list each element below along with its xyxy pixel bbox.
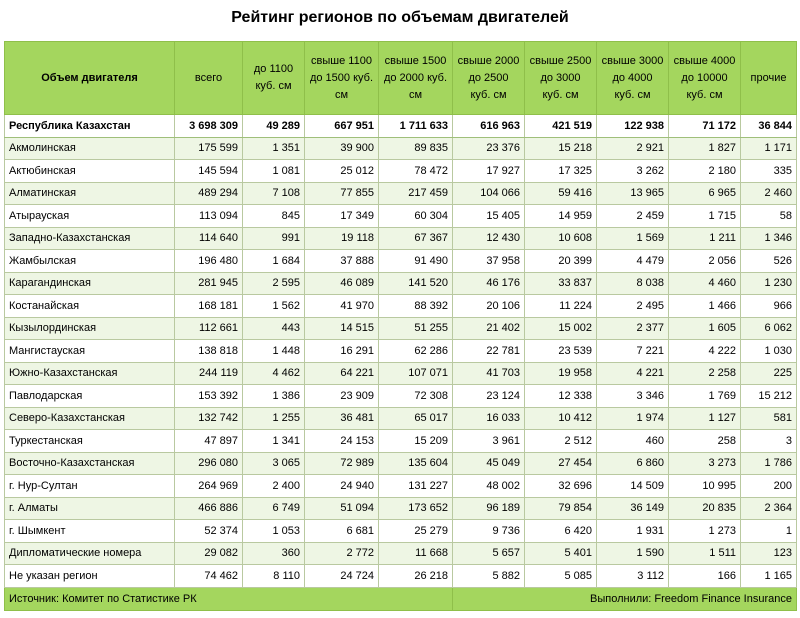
value-cell: 2 400: [243, 475, 305, 498]
value-cell: 141 520: [379, 272, 453, 295]
value-cell: 39 900: [305, 137, 379, 160]
value-cell: 41 703: [453, 362, 525, 385]
value-cell: 23 376: [453, 137, 525, 160]
column-header: свыше 1500 до 2000 куб. см: [379, 42, 453, 115]
value-cell: 217 459: [379, 182, 453, 205]
value-cell: 3 112: [597, 565, 669, 588]
table-row: [5, 385, 797, 408]
region-name-cell: Карагандинская: [5, 272, 175, 295]
region-name-cell: Атырауская: [5, 205, 175, 228]
value-cell: 17 927: [453, 160, 525, 183]
column-header: прочие: [741, 42, 797, 115]
value-cell: 166: [669, 565, 741, 588]
value-cell: 3 698 309: [175, 115, 243, 138]
value-cell: 19 118: [305, 227, 379, 250]
value-cell: 14 515: [305, 317, 379, 340]
value-cell: 122 938: [597, 115, 669, 138]
value-cell: 1 786: [741, 452, 797, 475]
value-cell: 20 106: [453, 295, 525, 318]
value-cell: 47 897: [175, 430, 243, 453]
value-cell: 1 053: [243, 520, 305, 543]
value-cell: 2 180: [669, 160, 741, 183]
value-cell: 15 212: [741, 385, 797, 408]
value-cell: 2 495: [597, 295, 669, 318]
table-row: [5, 407, 797, 430]
value-cell: 1 769: [669, 385, 741, 408]
region-name-cell: г. Алматы: [5, 497, 175, 520]
value-cell: 466 886: [175, 497, 243, 520]
region-name-cell: Кызылординская: [5, 317, 175, 340]
value-cell: 49 289: [243, 115, 305, 138]
value-cell: 1 351: [243, 137, 305, 160]
value-cell: 25 279: [379, 520, 453, 543]
value-cell: 132 742: [175, 407, 243, 430]
value-cell: 196 480: [175, 250, 243, 273]
value-cell: 10 412: [525, 407, 597, 430]
value-cell: 79 854: [525, 497, 597, 520]
value-cell: 281 945: [175, 272, 243, 295]
value-cell: 2 595: [243, 272, 305, 295]
value-cell: 1 081: [243, 160, 305, 183]
value-cell: 616 963: [453, 115, 525, 138]
table-footer: [5, 587, 797, 610]
page-title: Рейтинг регионов по объемам двигателей: [231, 9, 569, 26]
value-cell: 138 818: [175, 340, 243, 363]
value-cell: 11 668: [379, 542, 453, 565]
value-cell: 4 462: [243, 362, 305, 385]
value-cell: 1: [741, 520, 797, 543]
table-row: [5, 205, 797, 228]
region-name-cell: Акмолинская: [5, 137, 175, 160]
value-cell: 2 258: [669, 362, 741, 385]
value-cell: 77 855: [305, 182, 379, 205]
region-name-cell: Алматинская: [5, 182, 175, 205]
value-cell: 225: [741, 362, 797, 385]
value-cell: 1 255: [243, 407, 305, 430]
value-cell: 24 940: [305, 475, 379, 498]
value-cell: 24 724: [305, 565, 379, 588]
value-cell: 13 965: [597, 182, 669, 205]
value-cell: 88 392: [379, 295, 453, 318]
value-cell: 78 472: [379, 160, 453, 183]
value-cell: 37 958: [453, 250, 525, 273]
value-cell: 72 308: [379, 385, 453, 408]
value-cell: 36 481: [305, 407, 379, 430]
value-cell: 1 466: [669, 295, 741, 318]
region-name-cell: Южно-Казахстанская: [5, 362, 175, 385]
region-name-cell: Западно-Казахстанская: [5, 227, 175, 250]
value-cell: 1 511: [669, 542, 741, 565]
region-name-cell: Дипломатические номера: [5, 542, 175, 565]
column-header: свыше 1100 до 1500 куб. см: [305, 42, 379, 115]
value-cell: 6 749: [243, 497, 305, 520]
value-cell: 1 165: [741, 565, 797, 588]
table-body: [5, 115, 797, 588]
value-cell: 22 781: [453, 340, 525, 363]
value-cell: 991: [243, 227, 305, 250]
value-cell: 1 931: [597, 520, 669, 543]
value-cell: 335: [741, 160, 797, 183]
value-cell: 1 341: [243, 430, 305, 453]
value-cell: 1 273: [669, 520, 741, 543]
source-note: Источник: Комитет по Статистике РК: [5, 587, 453, 610]
value-cell: 2 364: [741, 497, 797, 520]
value-cell: 1 711 633: [379, 115, 453, 138]
value-cell: 2 772: [305, 542, 379, 565]
value-cell: 2 056: [669, 250, 741, 273]
region-name-cell: Восточно-Казахстанская: [5, 452, 175, 475]
value-cell: 6 965: [669, 182, 741, 205]
table-row: [5, 182, 797, 205]
table-row: [5, 362, 797, 385]
value-cell: 667 951: [305, 115, 379, 138]
value-cell: 5 882: [453, 565, 525, 588]
table-row: [5, 250, 797, 273]
value-cell: 14 509: [597, 475, 669, 498]
value-cell: 360: [243, 542, 305, 565]
region-name-cell: Мангистауская: [5, 340, 175, 363]
value-cell: 1 030: [741, 340, 797, 363]
table-header: [5, 42, 797, 115]
table-row: [5, 160, 797, 183]
author-note: Выполнили: Freedom Finance Insurance: [453, 587, 797, 610]
value-cell: 1 127: [669, 407, 741, 430]
value-cell: 1 569: [597, 227, 669, 250]
value-cell: 114 640: [175, 227, 243, 250]
column-header: свыше 2500 до 3000 куб. см: [525, 42, 597, 115]
value-cell: 4 460: [669, 272, 741, 295]
value-cell: 60 304: [379, 205, 453, 228]
value-cell: 153 392: [175, 385, 243, 408]
region-name-cell: Северо-Казахстанская: [5, 407, 175, 430]
value-cell: 59 416: [525, 182, 597, 205]
value-cell: 258: [669, 430, 741, 453]
value-cell: 3 262: [597, 160, 669, 183]
value-cell: 10 995: [669, 475, 741, 498]
value-cell: 3 065: [243, 452, 305, 475]
table-row: [5, 272, 797, 295]
value-cell: 2 377: [597, 317, 669, 340]
value-cell: 460: [597, 430, 669, 453]
value-cell: 1 562: [243, 295, 305, 318]
value-cell: 23 124: [453, 385, 525, 408]
value-cell: 41 970: [305, 295, 379, 318]
value-cell: 36 149: [597, 497, 669, 520]
value-cell: 3 273: [669, 452, 741, 475]
value-cell: 173 652: [379, 497, 453, 520]
region-name-cell: Жамбылская: [5, 250, 175, 273]
value-cell: 6 681: [305, 520, 379, 543]
value-cell: 29 082: [175, 542, 243, 565]
value-cell: 64 221: [305, 362, 379, 385]
value-cell: 67 367: [379, 227, 453, 250]
value-cell: 21 402: [453, 317, 525, 340]
value-cell: 6 062: [741, 317, 797, 340]
value-cell: 17 325: [525, 160, 597, 183]
table-row: [5, 565, 797, 588]
value-cell: 112 661: [175, 317, 243, 340]
value-cell: 4 221: [597, 362, 669, 385]
value-cell: 58: [741, 205, 797, 228]
value-cell: 6 860: [597, 452, 669, 475]
value-cell: 4 479: [597, 250, 669, 273]
region-name-cell: Не указан регион: [5, 565, 175, 588]
value-cell: 15 209: [379, 430, 453, 453]
value-cell: 131 227: [379, 475, 453, 498]
total-row: [5, 115, 797, 138]
value-cell: 104 066: [453, 182, 525, 205]
value-cell: 46 089: [305, 272, 379, 295]
value-cell: 1 386: [243, 385, 305, 408]
value-cell: 25 012: [305, 160, 379, 183]
value-cell: 72 989: [305, 452, 379, 475]
value-cell: 2 460: [741, 182, 797, 205]
value-cell: 14 959: [525, 205, 597, 228]
value-cell: 200: [741, 475, 797, 498]
value-cell: 19 958: [525, 362, 597, 385]
value-cell: 15 002: [525, 317, 597, 340]
value-cell: 91 490: [379, 250, 453, 273]
value-cell: 8 038: [597, 272, 669, 295]
value-cell: 20 835: [669, 497, 741, 520]
value-cell: 23 539: [525, 340, 597, 363]
value-cell: 4 222: [669, 340, 741, 363]
engine-volume-table: [4, 41, 797, 611]
value-cell: 32 696: [525, 475, 597, 498]
table-row: [5, 497, 797, 520]
value-cell: 1 605: [669, 317, 741, 340]
table-row: [5, 475, 797, 498]
value-cell: 2 459: [597, 205, 669, 228]
value-cell: 51 094: [305, 497, 379, 520]
value-cell: 45 049: [453, 452, 525, 475]
value-cell: 1 230: [741, 272, 797, 295]
value-cell: 107 071: [379, 362, 453, 385]
table-row: [5, 317, 797, 340]
region-name-cell: г. Нур-Султан: [5, 475, 175, 498]
value-cell: 11 224: [525, 295, 597, 318]
value-cell: 12 338: [525, 385, 597, 408]
region-name-cell: г. Шымкент: [5, 520, 175, 543]
value-cell: 244 119: [175, 362, 243, 385]
value-cell: 421 519: [525, 115, 597, 138]
column-header: до 1100 куб. см: [243, 42, 305, 115]
value-cell: 3: [741, 430, 797, 453]
value-cell: 7 108: [243, 182, 305, 205]
value-cell: 1 448: [243, 340, 305, 363]
value-cell: 8 110: [243, 565, 305, 588]
value-cell: 15 218: [525, 137, 597, 160]
value-cell: 168 181: [175, 295, 243, 318]
value-cell: 74 462: [175, 565, 243, 588]
value-cell: 71 172: [669, 115, 741, 138]
value-cell: 5 401: [525, 542, 597, 565]
value-cell: 27 454: [525, 452, 597, 475]
value-cell: 1 715: [669, 205, 741, 228]
value-cell: 24 153: [305, 430, 379, 453]
value-cell: 52 374: [175, 520, 243, 543]
value-cell: 526: [741, 250, 797, 273]
value-cell: 17 349: [305, 205, 379, 228]
value-cell: 20 399: [525, 250, 597, 273]
region-name-cell: Костанайская: [5, 295, 175, 318]
column-header: свыше 2000 до 2500 куб. см: [453, 42, 525, 115]
value-cell: 6 420: [525, 520, 597, 543]
value-cell: 966: [741, 295, 797, 318]
table-row: [5, 137, 797, 160]
value-cell: 5 085: [525, 565, 597, 588]
column-header: свыше 3000 до 4000 куб. см: [597, 42, 669, 115]
value-cell: 33 837: [525, 272, 597, 295]
value-cell: 1 590: [597, 542, 669, 565]
header-row: [5, 42, 797, 115]
value-cell: 1 684: [243, 250, 305, 273]
value-cell: 1 171: [741, 137, 797, 160]
footer-row: [5, 587, 797, 610]
value-cell: 3 346: [597, 385, 669, 408]
value-cell: 489 294: [175, 182, 243, 205]
value-cell: 5 657: [453, 542, 525, 565]
column-header-engine-volume: Объем двигателя: [5, 42, 175, 115]
value-cell: 9 736: [453, 520, 525, 543]
value-cell: 845: [243, 205, 305, 228]
value-cell: 65 017: [379, 407, 453, 430]
value-cell: 264 969: [175, 475, 243, 498]
value-cell: 51 255: [379, 317, 453, 340]
column-header: всего: [175, 42, 243, 115]
region-name-cell: Павлодарская: [5, 385, 175, 408]
column-header: свыше 4000 до 10000 куб. см: [669, 42, 741, 115]
value-cell: 46 176: [453, 272, 525, 295]
value-cell: 16 033: [453, 407, 525, 430]
value-cell: 443: [243, 317, 305, 340]
table-row: [5, 340, 797, 363]
value-cell: 62 286: [379, 340, 453, 363]
table-row: [5, 430, 797, 453]
value-cell: 12 430: [453, 227, 525, 250]
value-cell: 7 221: [597, 340, 669, 363]
value-cell: 2 921: [597, 137, 669, 160]
value-cell: 581: [741, 407, 797, 430]
value-cell: 37 888: [305, 250, 379, 273]
value-cell: 26 218: [379, 565, 453, 588]
value-cell: 123: [741, 542, 797, 565]
value-cell: 2 512: [525, 430, 597, 453]
table-row: [5, 520, 797, 543]
value-cell: 135 604: [379, 452, 453, 475]
value-cell: 3 961: [453, 430, 525, 453]
table-row: [5, 542, 797, 565]
value-cell: 48 002: [453, 475, 525, 498]
value-cell: 1 974: [597, 407, 669, 430]
table-row: [5, 452, 797, 475]
value-cell: 89 835: [379, 137, 453, 160]
value-cell: 1 211: [669, 227, 741, 250]
value-cell: 113 094: [175, 205, 243, 228]
value-cell: 16 291: [305, 340, 379, 363]
value-cell: 296 080: [175, 452, 243, 475]
region-name-cell: Туркестанская: [5, 430, 175, 453]
table-row: [5, 227, 797, 250]
value-cell: 175 599: [175, 137, 243, 160]
region-name-cell: Республика Казахстан: [5, 115, 175, 138]
value-cell: 15 405: [453, 205, 525, 228]
value-cell: 1 827: [669, 137, 741, 160]
value-cell: 1 346: [741, 227, 797, 250]
table-row: [5, 295, 797, 318]
value-cell: 36 844: [741, 115, 797, 138]
region-name-cell: Актюбинская: [5, 160, 175, 183]
value-cell: 10 608: [525, 227, 597, 250]
value-cell: 23 909: [305, 385, 379, 408]
value-cell: 145 594: [175, 160, 243, 183]
value-cell: 96 189: [453, 497, 525, 520]
